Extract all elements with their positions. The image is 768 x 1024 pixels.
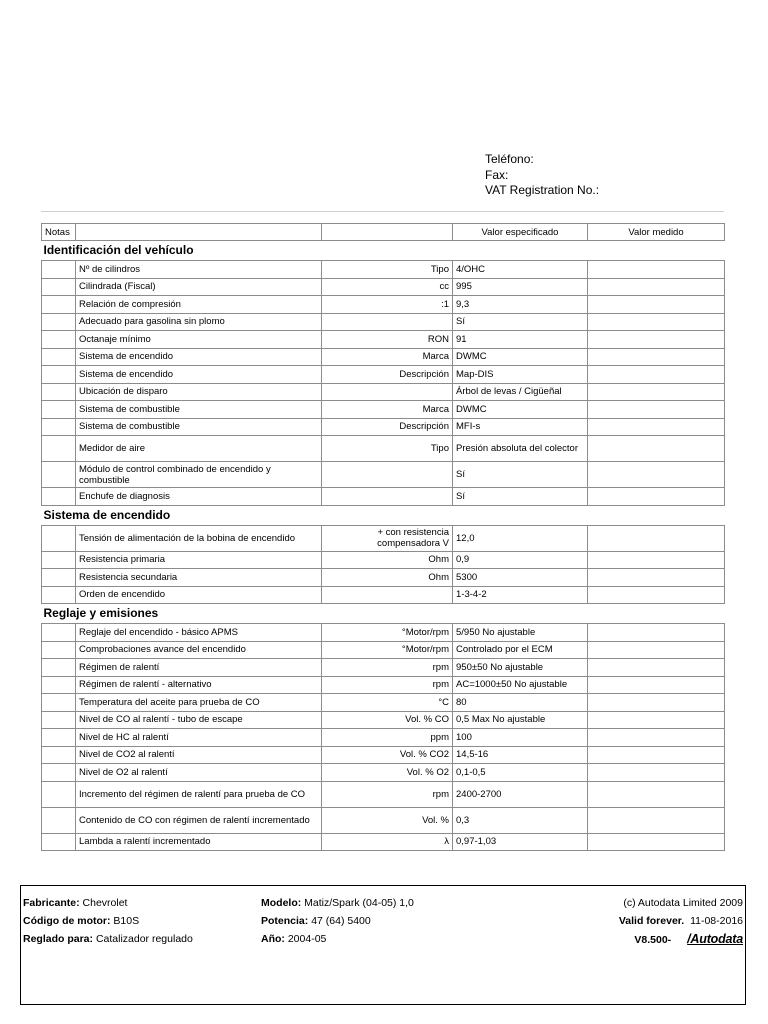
param-label: Nivel de CO2 al ralentí <box>76 746 322 764</box>
notes-cell <box>42 525 76 551</box>
spec-table <box>41 223 725 851</box>
measured-value <box>588 676 725 694</box>
notes-cell <box>42 418 76 436</box>
spec-value: 4/OHC <box>453 261 588 279</box>
param-label: Orden de encendido <box>76 586 322 604</box>
spec-value: 1-3-4-2 <box>453 586 588 604</box>
measured-value <box>588 436 725 462</box>
param-label: Temperatura del aceite para prueba de CO <box>76 694 322 712</box>
spec-value: 2400-2700 <box>453 781 588 807</box>
unit-cell: λ <box>322 833 453 851</box>
vat-label: VAT Registration No.: <box>485 183 600 197</box>
table-row <box>42 462 725 488</box>
spec-value: 14,5-16 <box>453 746 588 764</box>
spec-value: 995 <box>453 278 588 296</box>
measured-value <box>588 261 725 279</box>
param-label: Contenido de CO con régimen de ralentí incrementado <box>76 807 322 833</box>
unit-cell <box>322 313 453 331</box>
unit-cell <box>322 488 453 506</box>
notes-cell <box>42 462 76 488</box>
version-line: V8.500- /Autodata <box>634 932 743 946</box>
measured-value <box>588 833 725 851</box>
engine-code: Código de motor: B10S <box>23 915 140 927</box>
notes-cell <box>42 261 76 279</box>
notes-cell <box>42 764 76 782</box>
section-title: Identificación del vehículo <box>42 241 725 261</box>
notes-cell <box>42 551 76 569</box>
unit-cell: °Motor/rpm <box>322 641 453 659</box>
param-label: Módulo de control combinado de encendido y combustible <box>76 462 322 488</box>
param-label: Medidor de aire <box>76 436 322 462</box>
unit-cell: :1 <box>322 296 453 314</box>
param-label: Régimen de ralentí <box>76 659 322 677</box>
spec-value: 0,3 <box>453 807 588 833</box>
table-header <box>42 224 725 241</box>
spec-value: 9,3 <box>453 296 588 314</box>
param-label: Enchufe de diagnosis <box>76 488 322 506</box>
unit-cell <box>322 383 453 401</box>
measured-value <box>588 525 725 551</box>
measured-value <box>588 278 725 296</box>
param-label: Cilindrada (Fiscal) <box>76 278 322 296</box>
param-label: Ubicación de disparo <box>76 383 322 401</box>
param-label: Régimen de ralentí - alternativo <box>76 676 322 694</box>
spec-value: Árbol de levas / Cigüeñal <box>453 383 588 401</box>
notes-cell <box>42 569 76 587</box>
copyright: (c) Autodata Limited 2009 <box>623 897 743 909</box>
param-label: Sistema de combustible <box>76 401 322 419</box>
unit-cell <box>322 462 453 488</box>
notes-cell <box>42 711 76 729</box>
table-row <box>42 383 725 401</box>
measured-value <box>588 781 725 807</box>
table-row <box>42 401 725 419</box>
unit-cell: Descripción <box>322 418 453 436</box>
param-label: Sistema de combustible <box>76 418 322 436</box>
unit-cell: Marca <box>322 348 453 366</box>
unit-cell: rpm <box>322 676 453 694</box>
unit-cell <box>322 586 453 604</box>
measured-value <box>588 659 725 677</box>
param-label: Sistema de encendido <box>76 348 322 366</box>
table-row <box>42 525 725 551</box>
param-label: Nivel de HC al ralentí <box>76 729 322 747</box>
measured-value <box>588 711 725 729</box>
param-label: Nivel de CO al ralentí - tubo de escape <box>76 711 322 729</box>
table-row <box>42 659 725 677</box>
param-label: Relación de compresión <box>76 296 322 314</box>
notes-cell <box>42 729 76 747</box>
spec-value: 5/950 No ajustable <box>453 624 588 642</box>
notes-cell <box>42 624 76 642</box>
notes-cell <box>42 401 76 419</box>
section-title: Sistema de encendido <box>42 505 725 525</box>
table-row <box>42 676 725 694</box>
spec-value: Map-DIS <box>453 366 588 384</box>
section-title: Reglaje y emisiones <box>42 604 725 624</box>
table-row <box>42 569 725 587</box>
table-row <box>42 641 725 659</box>
table-row <box>42 833 725 851</box>
measured-value-header: Valor medido <box>588 224 725 241</box>
autodata-logo: /Autodata <box>687 932 743 946</box>
spec-value: 80 <box>453 694 588 712</box>
unit-cell: Tipo <box>322 261 453 279</box>
measured-value <box>588 586 725 604</box>
spec-value: 0,9 <box>453 551 588 569</box>
unit-cell: °Motor/rpm <box>322 624 453 642</box>
table-row <box>42 764 725 782</box>
contact-block <box>485 152 599 199</box>
param-label: Nivel de O2 al ralentí <box>76 764 322 782</box>
notes-cell <box>42 436 76 462</box>
power: Potencia: 47 (64) 5400 <box>261 915 371 927</box>
notes-cell <box>42 807 76 833</box>
notes-cell <box>42 348 76 366</box>
measured-value <box>588 418 725 436</box>
measured-value <box>588 313 725 331</box>
param-label: Incremento del régimen de ralentí para prueba de CO <box>76 781 322 807</box>
notes-cell <box>42 313 76 331</box>
measured-value <box>588 729 725 747</box>
spec-value: AC=1000±50 No ajustable <box>453 676 588 694</box>
measured-value <box>588 807 725 833</box>
param-label: Adecuado para gasolina sin plomo <box>76 313 322 331</box>
notes-header: Notas <box>42 224 76 241</box>
phone-label: Teléfono: <box>485 152 534 166</box>
unit-cell: Ohm <box>322 551 453 569</box>
spec-value: Sí <box>453 462 588 488</box>
model: Modelo: Matiz/Spark (04-05) 1,0 <box>261 897 414 909</box>
notes-cell <box>42 278 76 296</box>
table-row <box>42 624 725 642</box>
measured-value <box>588 401 725 419</box>
table-row <box>42 781 725 807</box>
unit-cell: Ohm <box>322 569 453 587</box>
table-row <box>42 711 725 729</box>
measured-value <box>588 624 725 642</box>
table-row <box>42 551 725 569</box>
table-row <box>42 331 725 349</box>
unit-cell: Vol. % CO <box>322 711 453 729</box>
notes-cell <box>42 694 76 712</box>
table-row <box>42 348 725 366</box>
table-row <box>42 807 725 833</box>
unit-cell: Vol. % CO2 <box>322 746 453 764</box>
measured-value <box>588 331 725 349</box>
unit-cell: ppm <box>322 729 453 747</box>
spec-value: 91 <box>453 331 588 349</box>
table-row <box>42 746 725 764</box>
validity: Valid forever. 11-08-2016 <box>618 915 743 927</box>
spec-value-header: Valor especificado <box>453 224 588 241</box>
measured-value <box>588 348 725 366</box>
table-row <box>42 436 725 462</box>
table-row <box>42 488 725 506</box>
unit-cell: rpm <box>322 659 453 677</box>
param-label: Sistema de encendido <box>76 366 322 384</box>
param-label: Nº de cilindros <box>76 261 322 279</box>
measured-value <box>588 296 725 314</box>
notes-cell <box>42 296 76 314</box>
param-label: Resistencia secundaria <box>76 569 322 587</box>
spec-value: Presión absoluta del colector <box>453 436 588 462</box>
section-header <box>42 604 725 624</box>
year: Año: 2004-05 <box>261 933 327 945</box>
fax-label: Fax: <box>485 167 509 182</box>
notes-cell <box>42 659 76 677</box>
table-row <box>42 418 725 436</box>
unit-cell: Descripción <box>322 366 453 384</box>
unit-cell: rpm <box>322 781 453 807</box>
spec-value: DWMC <box>453 401 588 419</box>
notes-cell <box>42 641 76 659</box>
table-row <box>42 366 725 384</box>
spec-value: 5300 <box>453 569 588 587</box>
table-row <box>42 261 725 279</box>
unit-cell: + con resistencia compensadora V <box>322 525 453 551</box>
spec-value: DWMC <box>453 348 588 366</box>
measured-value <box>588 462 725 488</box>
param-label: Tensión de alimentación de la bobina de encendido <box>76 525 322 551</box>
unit-cell: °C <box>322 694 453 712</box>
notes-cell <box>42 366 76 384</box>
notes-cell <box>42 781 76 807</box>
manufacturer: Fabricante: Chevrolet <box>23 897 128 909</box>
spec-value: 950±50 No ajustable <box>453 659 588 677</box>
table-row <box>42 586 725 604</box>
unit-cell: cc <box>322 278 453 296</box>
measured-value <box>588 641 725 659</box>
spec-value: MFI-s <box>453 418 588 436</box>
param-label: Comprobaciones avance del encendido <box>76 641 322 659</box>
spec-value: 100 <box>453 729 588 747</box>
notes-cell <box>42 586 76 604</box>
unit-cell: Vol. % <box>322 807 453 833</box>
spec-value: 0,1-0,5 <box>453 764 588 782</box>
spec-value: 12,0 <box>453 525 588 551</box>
measured-value <box>588 383 725 401</box>
param-label: Lambda a ralentí incrementado <box>76 833 322 851</box>
divider <box>41 211 724 212</box>
notes-cell <box>42 383 76 401</box>
footer <box>20 885 746 1005</box>
table-row <box>42 729 725 747</box>
param-label: Octanaje mínimo <box>76 331 322 349</box>
measured-value <box>588 488 725 506</box>
spec-value: Sí <box>453 313 588 331</box>
spec-value: Controlado por el ECM <box>453 641 588 659</box>
notes-cell <box>42 676 76 694</box>
table-row <box>42 313 725 331</box>
spec-value: Sí <box>453 488 588 506</box>
table-row <box>42 694 725 712</box>
spec-value: 0,97-1,03 <box>453 833 588 851</box>
table-row <box>42 296 725 314</box>
measured-value <box>588 746 725 764</box>
unit-cell: RON <box>322 331 453 349</box>
measured-value <box>588 551 725 569</box>
unit-cell: Tipo <box>322 436 453 462</box>
measured-value <box>588 366 725 384</box>
param-label: Reglaje del encendido - básico APMS <box>76 624 322 642</box>
unit-cell: Marca <box>322 401 453 419</box>
unit-cell: Vol. % O2 <box>322 764 453 782</box>
measured-value <box>588 569 725 587</box>
notes-cell <box>42 488 76 506</box>
section-header <box>42 505 725 525</box>
spec-value: 0,5 Max No ajustable <box>453 711 588 729</box>
notes-cell <box>42 833 76 851</box>
notes-cell <box>42 331 76 349</box>
measured-value <box>588 764 725 782</box>
section-header <box>42 241 725 261</box>
notes-cell <box>42 746 76 764</box>
table-row <box>42 278 725 296</box>
measured-value <box>588 694 725 712</box>
tuned-for: Reglado para: Catalizador regulado <box>23 933 193 945</box>
param-label: Resistencia primaria <box>76 551 322 569</box>
